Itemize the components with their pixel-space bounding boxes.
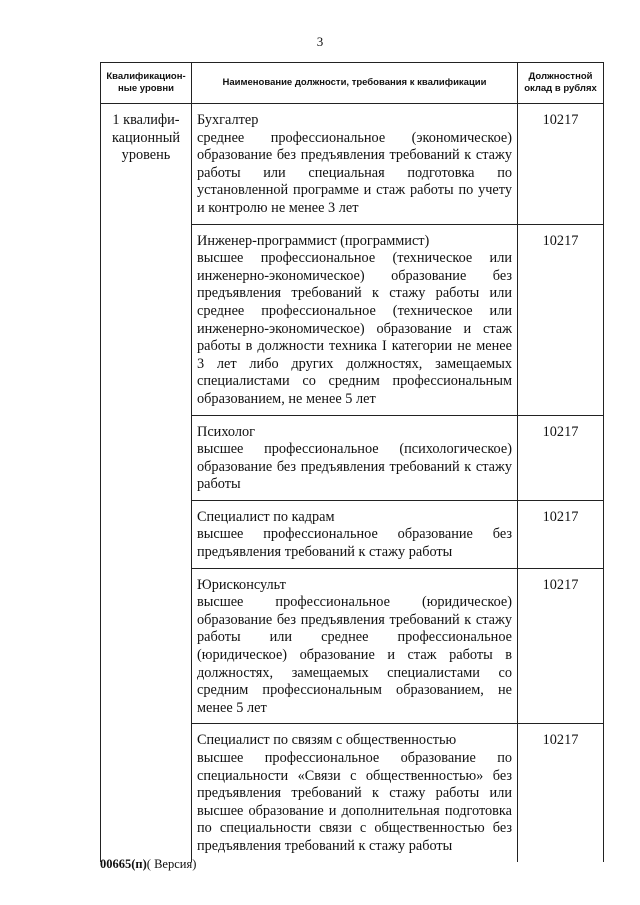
position-requirements: высшее профессиональное (техническое или инженерно-экономическое) образование без предъявления требований к стажу работы или среднее профессиональное (техническое или инженерно-экономическое) образование и стаж работы в должности техника I категории не менее 3 лет либо других должностях, замещаемых специалистами со средним профессиональным образованием, не менее 5 лет xyxy=(197,250,512,407)
salary-cell: 10217 xyxy=(518,724,604,862)
salary-cell: 10217 xyxy=(518,500,604,568)
position-requirements: высшее профессиональное образование по специальности «Связи с общественностью» без предъявления требований к стажу работы или высшее образование и дополнительная подготовка по специальности связи с общественностью без предъявления требований к стажу работы xyxy=(197,750,512,854)
qualification-table xyxy=(100,62,604,862)
position-cell xyxy=(192,224,518,415)
position-requirements: высшее профессиональное образование без предъявления требований к стажу работы xyxy=(197,526,512,561)
salary-cell: 10217 xyxy=(518,224,604,415)
position-cell xyxy=(192,568,518,724)
position-title: Специалист по связям с общественностью xyxy=(197,732,457,749)
position-title: Специалист по кадрам xyxy=(197,508,335,525)
salary-cell: 10217 xyxy=(518,104,604,225)
qualification-level-cell: 1 квалифи-кационный уровень xyxy=(101,104,192,862)
header-position-requirements: Наименование должности, требования к квалификации xyxy=(192,63,518,104)
header-qualification-levels: Квалификацион-ные уровни xyxy=(101,63,192,104)
header-salary: Должностной оклад в рублях xyxy=(518,63,604,104)
position-title: Бухгалтер xyxy=(197,112,259,128)
position-cell xyxy=(192,415,518,500)
document-code: 00665(п) xyxy=(100,857,147,871)
position-cell xyxy=(192,500,518,568)
position-title: Юрисконсульт xyxy=(197,576,286,593)
salary-cell: 10217 xyxy=(518,568,604,724)
position-cell xyxy=(192,724,518,862)
position-cell xyxy=(192,104,518,225)
position-title: Инженер-программист (программист) xyxy=(197,232,430,249)
document-version: ( Версия) xyxy=(146,857,197,871)
position-requirements: среднее профессиональное (экономическое) образование без предъявления требований к стажу работы или специальная подготовка по установленной программе и стаж работы по учету и контролю не менее 3 лет xyxy=(197,129,512,216)
position-requirements: высшее профессиональное (юридическое) образование без предъявления требований к стажу работы или среднее профессиональное (юридическое) образование и стаж работы в должностях, замещаемых специалистами со средним профессиональным образованием, не менее 5 лет xyxy=(197,594,512,716)
table-row xyxy=(101,104,604,225)
position-title: Психолог xyxy=(197,423,256,440)
position-requirements: высшее профессиональное (психологическое) образование без предъявления требований к стажу работы xyxy=(197,441,512,493)
page-number: 3 xyxy=(316,34,324,49)
salary-cell: 10217 xyxy=(518,415,604,500)
document-footer-code xyxy=(100,857,196,872)
table-header-row xyxy=(101,63,604,104)
